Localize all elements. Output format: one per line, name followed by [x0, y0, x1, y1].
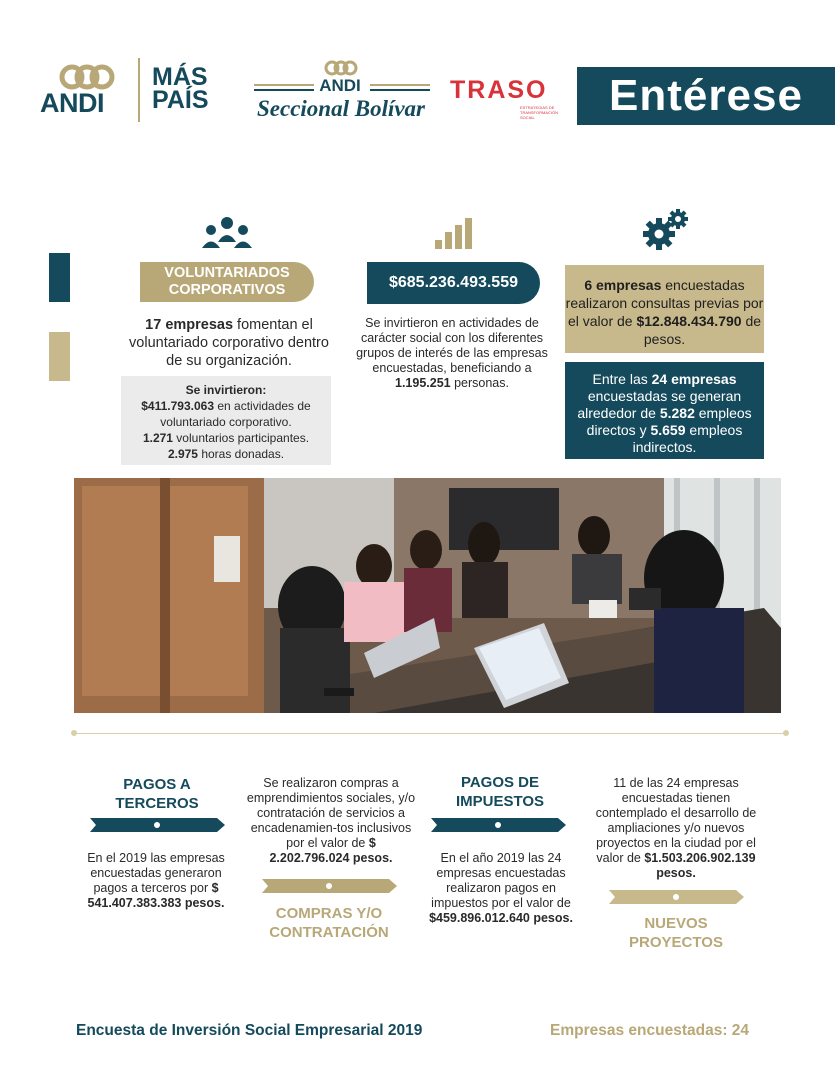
hours-desc: horas donadas. — [197, 447, 285, 461]
proyectos-desc: 11 de las 24 empresas encuestadas tienen contemplado el desarrollo de ampliaciones y/o nuevos proyectos en la ciudad por el valor de — [595, 776, 757, 865]
empleos-indirectos: 5.659 — [650, 422, 686, 438]
compras-arrow-bar — [262, 879, 397, 893]
logo-divider — [138, 58, 140, 122]
seccional-andi-text: ANDI — [319, 76, 361, 95]
beneficiaries-desc: personas. — [450, 376, 509, 390]
social-investment-desc: Se invirtieron en actividades de carácter social con los diferentes grupos de interés de las empresas encuestadas, beneficiando a — [356, 316, 548, 375]
traso-logo-subtitle: ESTRATEGIAS DE TRANSFORMACIÓN SOCIAL — [520, 105, 558, 120]
voluntariados-desc: fomentan el voluntariado corporativo dentro de su organización. — [129, 317, 329, 369]
empleos-mid2: empleos directos y — [586, 405, 752, 438]
investment-amount: $411.793.063 — [141, 399, 214, 413]
compras-title: COMPRAS Y/O CONTRATACIÓN — [269, 905, 389, 941]
social-investment-text — [354, 316, 550, 391]
mas-pais-logo — [152, 63, 228, 114]
impuestos-arrow-bar — [431, 818, 566, 832]
impuestos-text — [420, 851, 582, 926]
voluntariados-investment-box — [121, 376, 331, 465]
meeting-photo — [74, 478, 781, 713]
social-investment-pill: $685.236.493.559 — [367, 262, 540, 304]
proyectos-text — [594, 776, 758, 881]
impuestos-desc: En el año 2019 las 24 empresas encuestadas realizaron pagos en impuestos por el valor de — [431, 851, 571, 910]
andi-rings-icon — [58, 64, 116, 90]
voluntariados-count: 17 empresas — [145, 317, 234, 333]
consultas-amount: $12.848.434.790 — [636, 313, 742, 329]
compras-desc: Se realizaron compras a emprendimientos sociales, y/o contratación de servicios a encadenamien-tos inclusivos por el valor de — [246, 776, 416, 850]
empleos-pre: Entre las — [592, 371, 652, 387]
andi-logo — [40, 62, 130, 122]
section-divider — [74, 733, 786, 734]
consultas-count: 6 empresas — [584, 277, 662, 293]
pagos-terceros-text — [80, 851, 232, 911]
impuestos-amount: $459.896.012.640 pesos. — [429, 911, 573, 925]
compras-text — [246, 776, 416, 866]
people-group-icon — [198, 216, 256, 250]
side-accent-gold — [49, 332, 70, 381]
pagos-terceros-amount: $ 541.407.383.383 pesos. — [87, 881, 225, 910]
investment-box-title: Se invirtieron: — [185, 383, 267, 397]
traso-logo-text: TRASO — [450, 76, 548, 104]
voluntariados-pill — [140, 262, 314, 302]
side-accent-navy — [49, 253, 70, 302]
bar-chart-icon — [433, 216, 475, 250]
gears-icon — [641, 208, 691, 252]
divider-dot-left — [71, 730, 77, 736]
consultas-end: de pesos. — [643, 313, 762, 347]
voluntariados-text — [126, 316, 332, 370]
proyectos-arrow-bar — [609, 890, 744, 904]
empleos-directos: 5.282 — [659, 405, 695, 421]
mas-pais-line2: PAÍS — [152, 86, 209, 114]
andi-seccional-bolivar-logo — [248, 60, 434, 122]
page-title: Entérese — [577, 67, 835, 125]
pagos-terceros-desc: En el 2019 las empresas encuestadas generaron pagos a terceros por — [87, 851, 225, 895]
footer-companies-count: Empresas encuestadas: 24 — [550, 1022, 750, 1039]
pagos-terceros-title: PAGOS A TERCEROS — [115, 776, 199, 812]
seccional-rings-icon — [324, 60, 358, 76]
traso-logo — [450, 76, 560, 120]
investment-amount-desc: en actividades de voluntariado corporativo. — [160, 399, 311, 429]
volunteers-count: 1.271 — [142, 431, 173, 445]
proyectos-amount: $1.503.206.902.139 pesos. — [644, 851, 756, 880]
andi-logo-text: ANDI — [40, 88, 104, 118]
divider-dot-right — [783, 730, 789, 736]
empleos-end: empleos indirectos. — [632, 422, 743, 455]
beneficiaries-count: 1.195.251 — [395, 376, 451, 390]
seccional-bar-left — [254, 84, 314, 91]
mas-pais-line1: MÁS — [152, 63, 208, 91]
hours-count: 2.975 — [167, 447, 198, 461]
impuestos-title: PAGOS DE IMPUESTOS — [455, 774, 545, 810]
empleos-box — [565, 362, 764, 459]
seccional-bolivar-text: Seccional Bolívar — [256, 96, 426, 121]
consultas-previas-box — [565, 265, 764, 353]
proyectos-title: NUEVOS PROYECTOS — [629, 915, 723, 951]
volunteers-desc: voluntarios participantes. — [172, 431, 310, 445]
seccional-bar-right — [370, 84, 430, 91]
footer-survey-title: Encuesta de Inversión Social Empresarial 2019 — [76, 1022, 423, 1039]
compras-amount: $ 2.202.796.024 pesos. — [269, 836, 393, 865]
empleos-mid: encuestadas se generan alrededor de — [577, 388, 742, 421]
empleos-companies: 24 empresas — [651, 371, 737, 387]
voluntariados-pill-label: VOLUNTARIADOS CORPORATIVOS — [164, 265, 290, 298]
pagos-terceros-arrow-bar — [90, 818, 225, 832]
consultas-desc: encuestadas realizaron consultas previas por el valor de — [565, 277, 764, 329]
